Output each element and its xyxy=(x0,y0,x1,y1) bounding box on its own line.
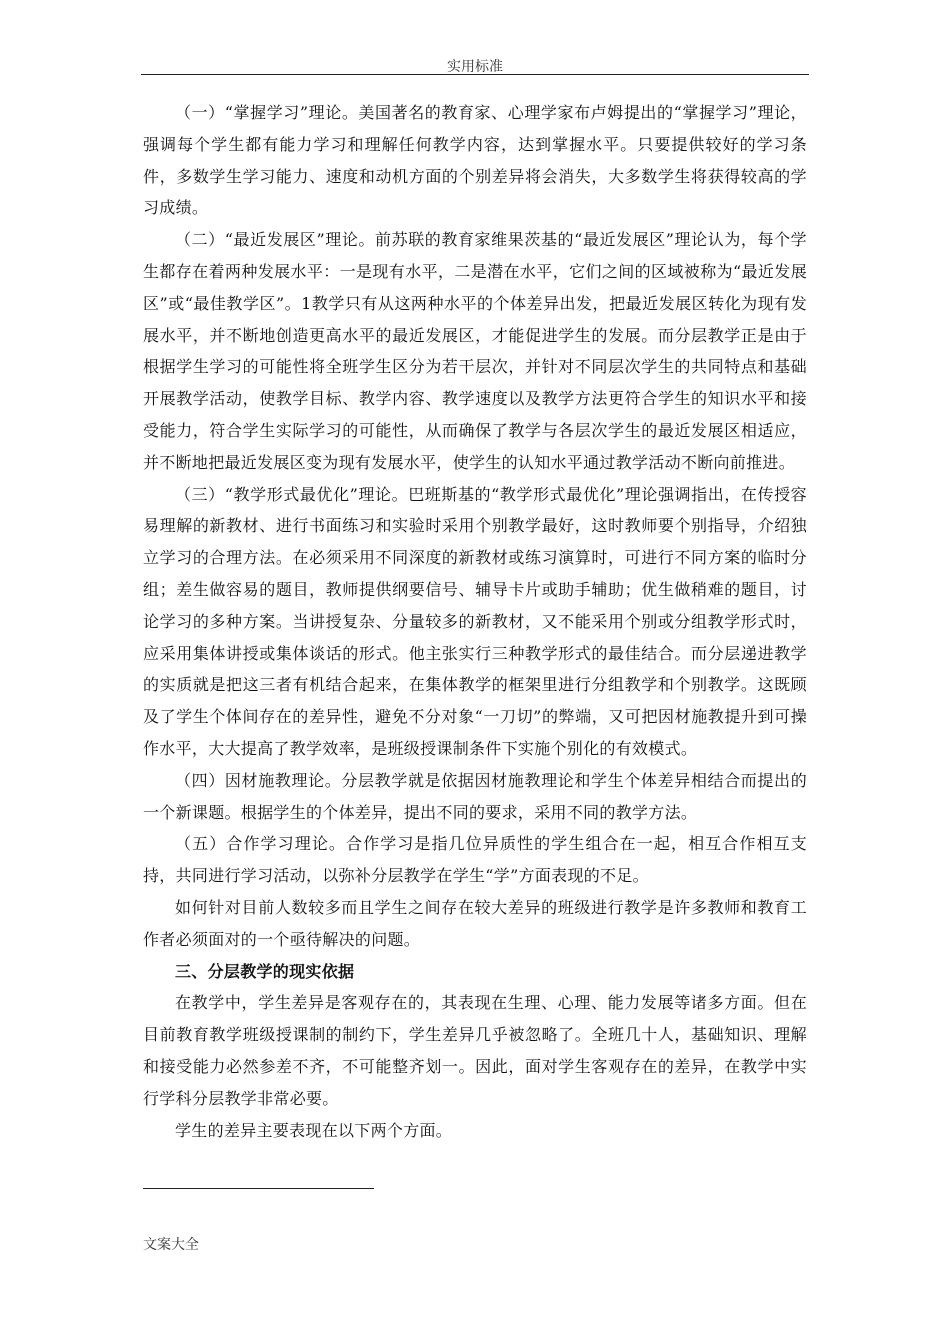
header-divider xyxy=(141,74,809,75)
paragraph-mastery-learning: （一）“掌握学习”理论。美国著名的教育家、心理学家布卢姆提出的“掌握学习”理论，强调每个学生都有能力学习和理解任何教学内容，达到掌握水平。只要提供较好的学习条件，多数学生学习能力、速度和动机方面的个别差异将会消失，大多数学生将获得较高的学习成绩。 xyxy=(143,103,807,218)
document-body xyxy=(143,97,807,1146)
page-header: 实用标准 xyxy=(447,59,503,75)
paragraph-individualized-teaching: （四）因材施教理论。分层教学就是依据因材施教理论和学生个体差异相结合而提出的一个新课题。根据学生的个体差异，提出不同的要求，采用不同的教学方法。 xyxy=(143,770,807,822)
paragraph-zone-proximal-development: （二）“最近发展区”理论。前苏联的教育家维果茨基的“最近发展区”理论认为，每个学生都存在着两种发展水平：一是现有水平，二是潜在水平，它们之间的区域被称为“最近发展区”或“最佳教学区”。1教学只有从这两种水平的个体差异出发，把最近发展区转化为现有发展水平，并不断地创造更高水平的最近发展区，才能促进学生的发展。而分层教学正是由于根据学生学习的可能性将全班学生区分为若干层次，并针对不同层次学生的共同特点和基础开展教学活动，使教学目标、教学内容、教学速度以及教学方法更符合学生的知识水平和接受能力，符合学生实际学习的可能性，从而确保了教学与各层次学生的最近发展区相适应，并不断地把最近发展区变为现有发展水平，使学生的认知水平通过教学活动不断向前推进。 xyxy=(143,230,807,472)
paragraph-teaching-form-optimization: （三）“教学形式最优化”理论。巴班斯基的“教学形式最优化”理论强调指出，在传授容易理解的新教材、进行书面练习和实验时采用个别教学最好，这时教师要个别指导，介绍独立学习的合理方法。在必须采用不同深度的新教材或练习演算时，可进行不同方案的临时分组；差生做容易的题目，教师提供纲要信号、辅导卡片或助手辅助；优生做稍难的题目，讨论学习的多种方案。当讲授复杂、分量较多的新教材，又不能采用个别或分组教学形式时，应采用集体讲授或集体谈话的形式。他主张实行三种教学形式的最佳结合。而分层递进教学的实质就是把这三者有机结合起来，在集体教学的框架里进行分组教学和个别教学。这既顾及了学生个体间存在的差异性，避免不分对象“一刀切”的弊端，又可把因材施教提升到可操作水平，大大提高了教学效率，是班级授课制条件下实施个别化的有效模式。 xyxy=(143,484,807,758)
paragraph-two-aspects: 学生的差异主要表现在以下两个方面。 xyxy=(175,1120,453,1140)
paragraph-cooperative-learning: （五）合作学习理论。合作学习是指几位异质性的学生组合在一起，相互合作相互支持，共同进行学习活动，以弥补分层教学在学生“学”方面表现的不足。 xyxy=(143,834,807,886)
paragraph-problem-statement: 如何针对目前人数较多而且学生之间存在较大差异的班级进行教学是许多教师和教育工作者必须面对的一个亟待解决的问题。 xyxy=(143,897,807,949)
footnote-divider xyxy=(143,1188,374,1189)
section-heading: 三、分层教学的现实依据 xyxy=(175,961,355,981)
paragraph-student-differences: 在教学中，学生差异是客观存在的，其表现在生理、心理、能力发展等诸多方面。但在目前教育教学班级授课制的制约下，学生差异几乎被忽略了。全班几十人，基础知识、理解和接受能力必然参差不齐，不可能整齐划一。因此，面对学生客观存在的差异，在教学中实行学科分层教学非常必要。 xyxy=(143,993,807,1108)
page-footer: 文案大全 xyxy=(143,1237,199,1253)
